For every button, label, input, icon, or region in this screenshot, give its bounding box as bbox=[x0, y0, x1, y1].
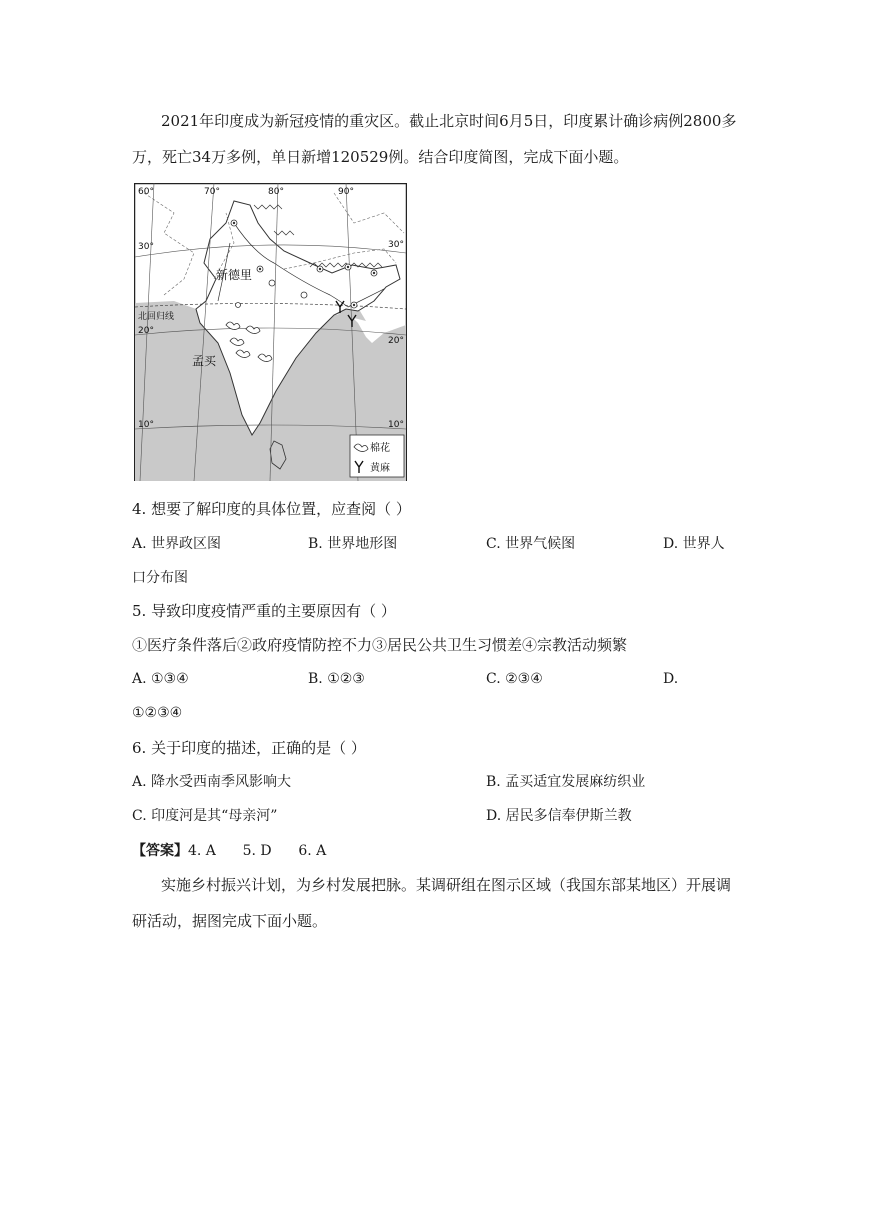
q5-stem: 5. 导致印度疫情严重的主要原因有（ ） bbox=[132, 602, 396, 620]
q5-option-b[interactable]: B. ①②③ bbox=[308, 671, 365, 687]
legend-label-cotton: 棉花 bbox=[370, 443, 390, 454]
q4-option-a[interactable]: A. 世界政区图 bbox=[132, 536, 222, 552]
lat-label-20-right: 20° bbox=[388, 336, 404, 346]
q5-option-a[interactable]: A. ①③④ bbox=[132, 671, 189, 687]
q5-statements: ①医疗条件落后②政府疫情防控不力③居民公共卫生习惯差④宗教活动频繁 bbox=[132, 636, 628, 654]
answer-label: 【答案】 bbox=[132, 843, 188, 859]
q6-option-d[interactable]: D. 居民多信奉伊斯兰教 bbox=[486, 808, 632, 824]
q4-option-b[interactable]: B. 世界地形图 bbox=[308, 536, 398, 552]
q4-option-d[interactable]: D. 世界人 bbox=[663, 536, 725, 552]
q4-option-d-wrap: 口分布图 bbox=[132, 570, 188, 586]
answer-line bbox=[132, 841, 326, 861]
tropic-label: 北回归线 bbox=[138, 312, 175, 322]
lon-label-60: 60° bbox=[138, 187, 154, 197]
lat-label-30-left: 30° bbox=[138, 242, 154, 252]
lon-label-80: 80° bbox=[268, 187, 284, 197]
legend-label-jute: 黄麻 bbox=[370, 463, 390, 474]
lat-label-20-left: 20° bbox=[138, 326, 154, 336]
q6-stem: 6. 关于印度的描述，正确的是（ ） bbox=[132, 739, 366, 757]
q5-option-c[interactable]: C. ②③④ bbox=[486, 671, 543, 687]
india-map bbox=[134, 183, 407, 481]
q6-option-a[interactable]: A. 降水受西南季风影响大 bbox=[132, 774, 292, 790]
q4-stem: 4. 想要了解印度的具体位置，应查阅（ ） bbox=[132, 500, 411, 518]
lat-label-10-left: 10° bbox=[138, 420, 154, 430]
lon-label-90: 90° bbox=[338, 187, 354, 197]
q5-option-d-wrap: ①②③④ bbox=[132, 705, 183, 721]
map-legend bbox=[350, 435, 404, 477]
intro-paragraph: 2021年印度成为新冠疫情的重灾区。截止北京时间6月5日，印度累计确诊病例2800多万，死亡34万多例，单日新增120529例。结合印度简图，完成下面小题。 bbox=[132, 112, 737, 166]
q5-option-d[interactable]: D. bbox=[663, 671, 679, 687]
city-label-delhi: 新德里 bbox=[216, 268, 253, 282]
lat-label-10-right: 10° bbox=[388, 420, 404, 430]
lat-label-30-right: 30° bbox=[388, 240, 404, 250]
q6-option-c[interactable]: C. 印度河是其“母亲河” bbox=[132, 808, 278, 824]
intro-paragraph-2: 实施乡村振兴计划，为乡村发展把脉。某调研组在图示区域（我国东部某地区）开展调研活动，据图完成下面小题。 bbox=[132, 876, 732, 930]
city-label-mumbai: 孟买 bbox=[192, 354, 217, 368]
q4-option-c[interactable]: C. 世界气候图 bbox=[486, 536, 576, 552]
q6-option-b[interactable]: B. 孟买适宜发展麻纺织业 bbox=[486, 774, 646, 790]
answer-text: 4. A 5. D 6. A bbox=[188, 843, 327, 859]
lon-label-70: 70° bbox=[204, 187, 220, 197]
